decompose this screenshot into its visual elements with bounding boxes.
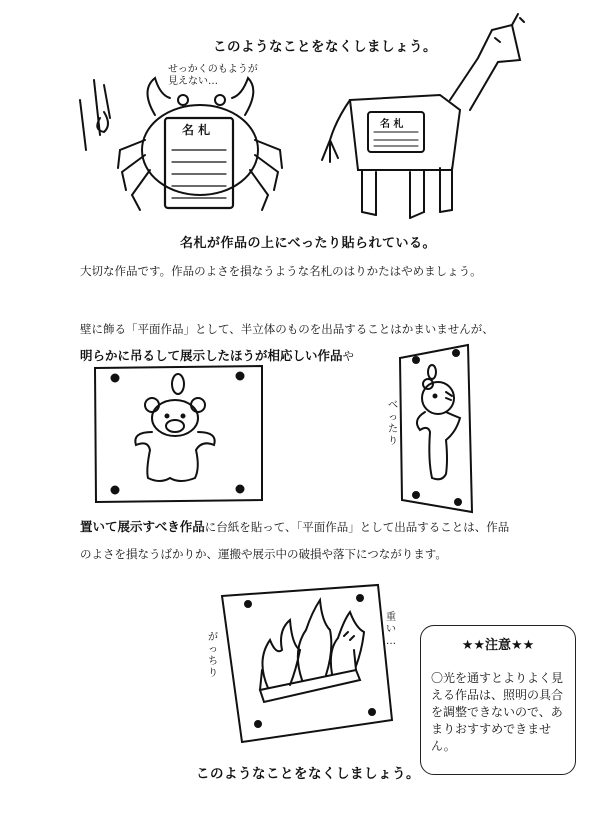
- caution-note-body: 〇光を通すとよりよく見える作品は、照明の具合を調整できないので、あまりおすすめできません。: [431, 671, 564, 753]
- crab-caption: せっかくのもようが 見えない…: [168, 64, 258, 87]
- horse-name-tag-label: 名 札: [380, 119, 404, 130]
- body-text-4-bold: 置いて展示すべき作品: [80, 519, 205, 534]
- body-text-3-bold: 明らかに吊るして展示したほうが相応しい作品: [80, 348, 343, 363]
- body-text-4-tail: に台紙を貼って、「平面作品」として出品することは、作品: [204, 520, 510, 534]
- crab-name-tag-label: 名 札: [182, 123, 211, 137]
- caution-note-box: [420, 625, 576, 775]
- label-gacchiri: が っ ち り: [208, 632, 218, 679]
- body-text-2: 壁に飾る「平面作品」として、半立体のものを出品することはかまいませんが、: [80, 322, 494, 336]
- top-heading: このようなことをなくしましょう。: [213, 39, 437, 55]
- label-omoi: 重 い …: [386, 612, 396, 647]
- caption-name-tag-stuck: 名札が作品の上にべったり貼られている。: [180, 236, 436, 251]
- label-bettari: べ っ た り: [388, 400, 398, 447]
- body-text-1: 大切な作品です。作品のよさを損なうような名札のはりかたはやめましょう。: [80, 264, 482, 278]
- body-text-3-tail: や: [342, 349, 355, 363]
- bottom-heading: このようなことをなくしましょう。: [196, 766, 420, 782]
- caution-note-title: ★★注意★★: [461, 638, 535, 653]
- body-text-5: のよさを損なうばかりか、運搬や展示中の破損や落下につながります。: [80, 547, 447, 561]
